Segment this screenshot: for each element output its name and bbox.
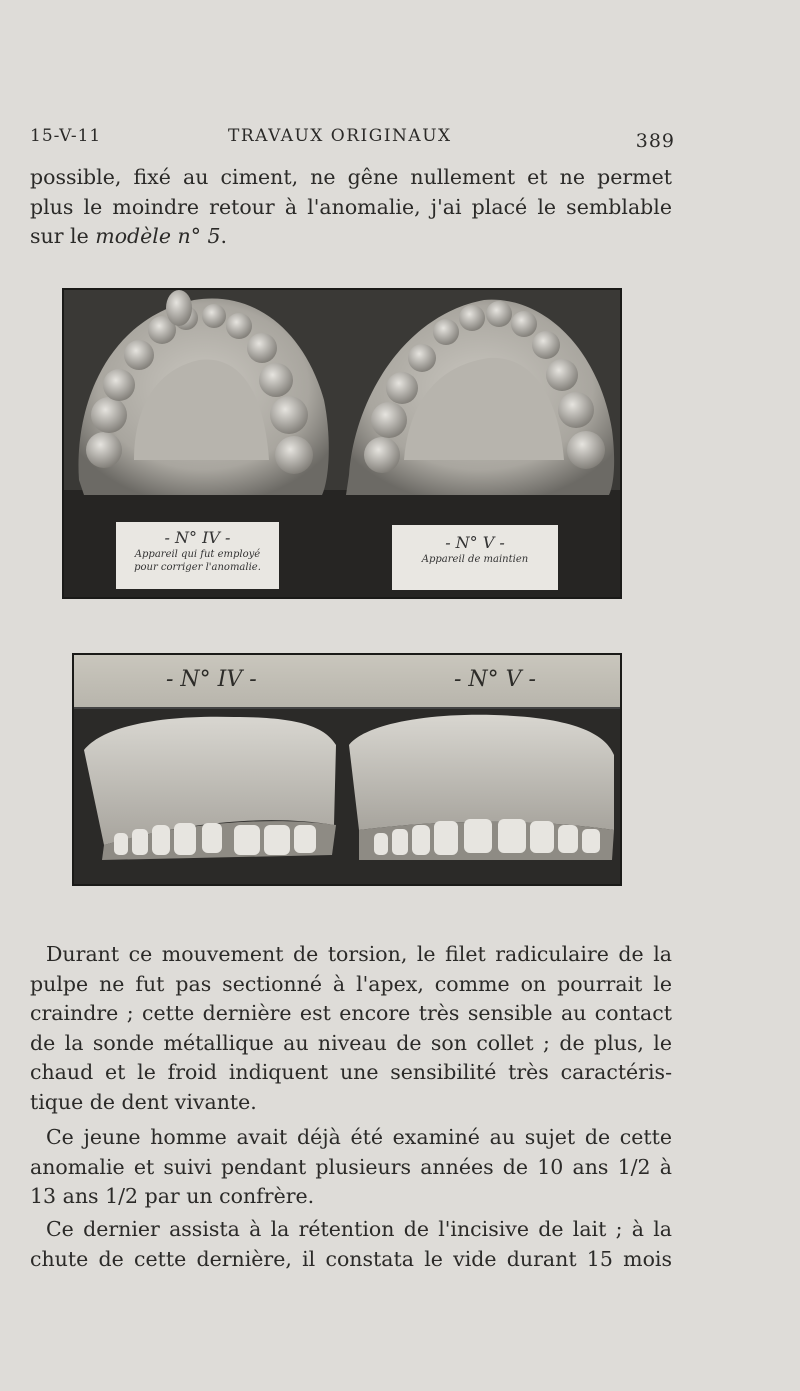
figure-dental-casts-front-view bbox=[72, 653, 622, 886]
paragraph-retention bbox=[30, 1215, 672, 1274]
text-line: plus le moindre retour à l'anomalie, j'ai placé le semblable bbox=[30, 194, 672, 219]
text-line bbox=[30, 222, 672, 252]
text-line: Ce jeune homme avait déjà été examiné au sujet de cette bbox=[46, 1125, 672, 1149]
specimen-card-iv bbox=[116, 522, 279, 589]
text-fragment: sur le bbox=[30, 224, 96, 248]
text-line: possible, fixé au ciment, ne gêne nullement et ne permet bbox=[30, 165, 672, 189]
text-line: Ce dernier assista à la rétention de l'incisive de lait ; à la bbox=[46, 1217, 672, 1241]
text-line: de la sonde métallique au niveau de son collet ; de plus, le bbox=[30, 1030, 672, 1055]
card-title: - N° IV - bbox=[164, 528, 231, 547]
text-line: chute de cette dernière, il constata le vide durant 15 mois bbox=[30, 1246, 672, 1271]
shelf-label-v: - N° V - bbox=[454, 667, 536, 692]
text-line: anomalie et suivi pendant plusieurs années de 10 ans 1/2 à bbox=[30, 1154, 672, 1179]
page-number: 389 bbox=[635, 130, 675, 152]
intro-paragraph bbox=[30, 163, 672, 252]
wooden-label-shelf bbox=[74, 655, 620, 709]
specimen-card-v bbox=[392, 525, 558, 590]
card-title: - N° V - bbox=[445, 533, 505, 552]
header-date: 15-V-11 bbox=[30, 126, 102, 146]
text-line: chaud et le froid indiquent une sensibilité très caractéris- bbox=[30, 1060, 672, 1084]
paragraph-examination bbox=[30, 1123, 672, 1212]
paragraph-torsion bbox=[30, 940, 672, 1117]
text-line: 13 ans 1/2 par un confrère. bbox=[30, 1184, 315, 1208]
text-line: tique de dent vivante. bbox=[30, 1089, 257, 1114]
text-line: craindre ; cette dernière est encore très sensible au contact bbox=[30, 1001, 672, 1025]
text-line: pulpe ne fut pas sectionné à l'apex, comme on pourrait le bbox=[30, 971, 672, 996]
model-reference: modèle n° 5 bbox=[95, 224, 221, 248]
text-line: Durant ce mouvement de torsion, le filet radiculaire de la bbox=[46, 942, 672, 966]
card-caption: Appareil de maintien bbox=[421, 554, 529, 565]
shelf-label-iv: - N° IV - bbox=[166, 667, 257, 692]
figure-dental-casts-top-view bbox=[62, 288, 622, 599]
card-caption: pour corriger l'anomalie. bbox=[134, 562, 261, 573]
text-fragment: . bbox=[220, 224, 228, 248]
header-section-title: TRAVAUX ORIGINAUX bbox=[228, 126, 452, 146]
running-header bbox=[30, 124, 675, 152]
card-caption: Appareil qui fut employé bbox=[134, 549, 261, 560]
